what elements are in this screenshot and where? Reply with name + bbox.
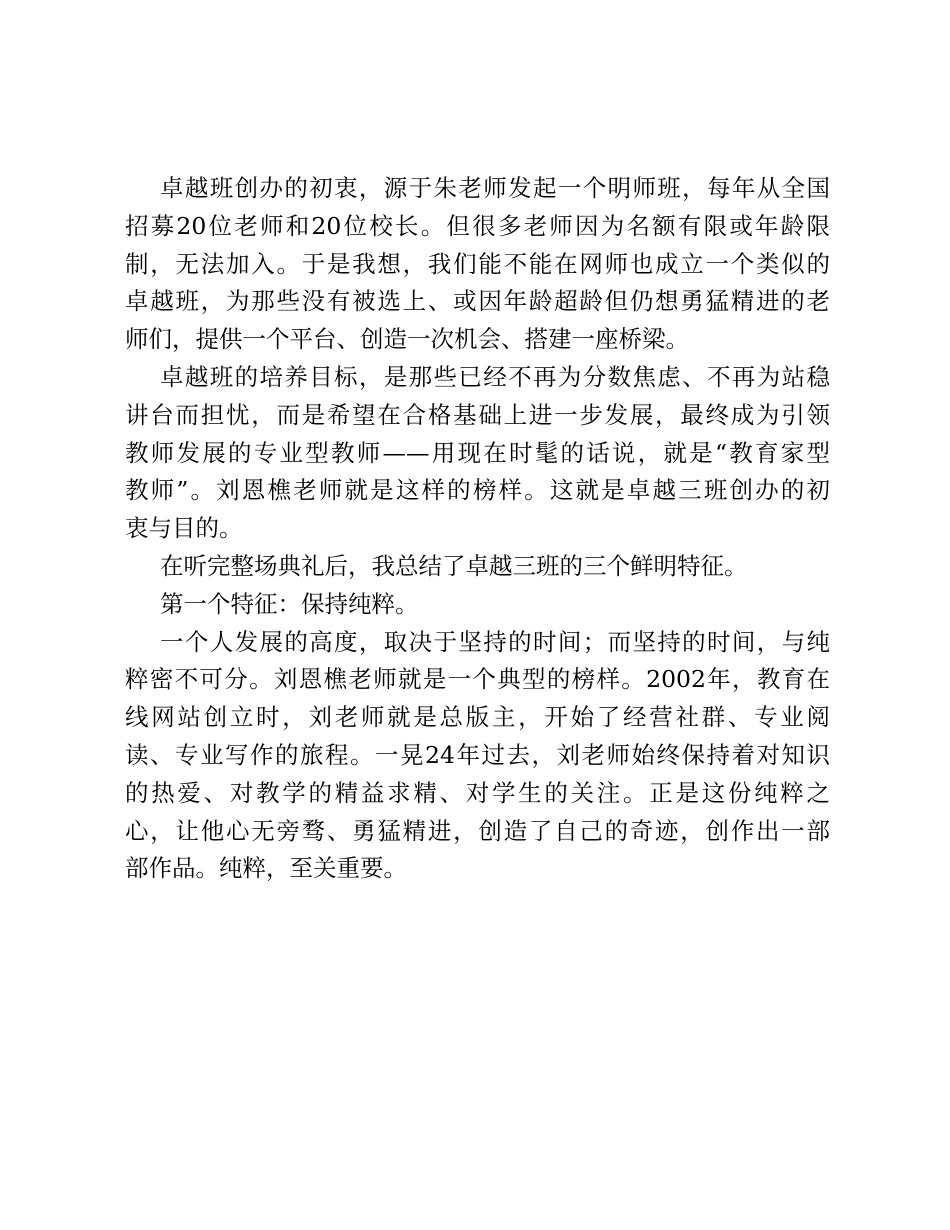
paragraph <box>125 170 830 359</box>
text-line: 的热爱、对教学的精益求精、对学生的关注。正是这份纯粹之 <box>125 778 830 807</box>
paragraph <box>125 548 830 586</box>
text-line: 制，无法加入。于是我想，我们能不能在网师也成立一个类似的 <box>125 249 830 278</box>
paragraph <box>125 624 830 889</box>
text-line: 教师发展的专业型教师——用现在时髦的话说，就是“教育家型 <box>125 438 830 467</box>
text-line: 读、专业写作的旅程。一晃24年过去，刘老师始终保持着对知识 <box>125 740 830 769</box>
text-line: 卓越班创办的初衷，源于朱老师发起一个明师班，每年从全国 <box>160 174 830 202</box>
text-line: 师们，提供一个平台、创造一次机会、搭建一座桥梁。 <box>125 325 689 354</box>
text-line: 卓越班，为那些没有被选上、或因年龄超龄但仍想勇猛精进的老 <box>125 287 830 316</box>
text-line: 第一个特征：保持纯粹。 <box>160 589 419 618</box>
text-line: 心，让他心无旁骛、勇猛精进，创造了自己的奇迹，创作出一部 <box>125 816 830 845</box>
text-line: 在听完整场典礼后，我总结了卓越三班的三个鲜明特征。 <box>160 551 748 580</box>
text-line: 教师”。刘恩樵老师就是这样的榜样。这就是卓越三班创办的初 <box>125 476 830 505</box>
text-line: 部作品。纯粹，至关重要。 <box>125 854 407 883</box>
paragraph <box>125 359 830 548</box>
text-line: 粹密不可分。刘恩樵老师就是一个典型的榜样。2002年，教育在 <box>125 665 830 694</box>
document-body <box>125 170 830 888</box>
paragraph <box>125 586 830 624</box>
text-line: 线网站创立时，刘老师就是总版主，开始了经营社群、专业阅 <box>125 703 830 732</box>
text-line: 卓越班的培养目标，是那些已经不再为分数焦虑、不再为站稳 <box>160 362 830 391</box>
text-line: 一个人发展的高度，取决于坚持的时间；而坚持的时间，与纯 <box>160 627 830 656</box>
text-line: 招募20位老师和20位校长。但很多老师因为名额有限或年龄限 <box>125 211 830 240</box>
text-line: 讲台而担忧，而是希望在合格基础上进一步发展，最终成为引领 <box>125 400 830 429</box>
text-line: 衷与目的。 <box>125 514 243 543</box>
